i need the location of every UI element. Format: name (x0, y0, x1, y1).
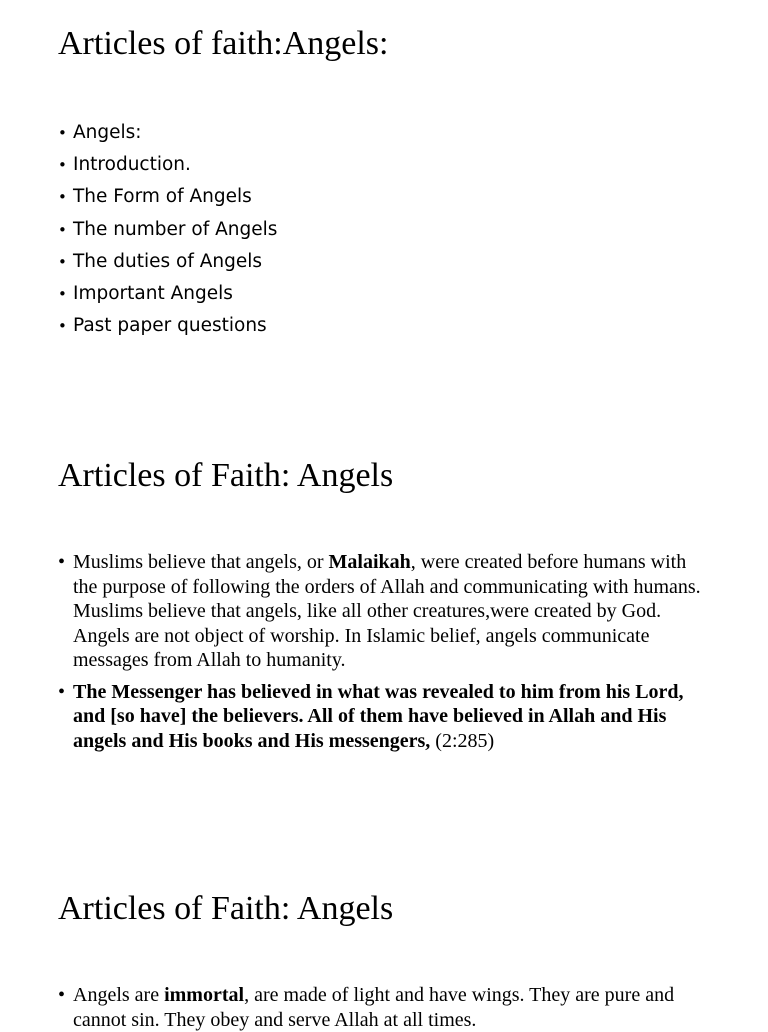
contents-item-angels: • Angels: (58, 117, 738, 149)
contents-item-introduction: • Introduction. (58, 149, 738, 181)
contents-item-important-angels: • Important Angels (58, 278, 738, 310)
immortal-text-after: , are made of light and have wings. They are pure and cannot sin. They obey and serve Allah at all times. (73, 984, 675, 1031)
slide-3-bullets (58, 983, 708, 1032)
slide-1-title: Articles of faith:Angels: (58, 25, 389, 62)
slide-2-bullets (58, 550, 708, 753)
malaikah-text-after: , were created before humans with the purpose of following the orders of Allah and communicating with humans. Muslims believe that angels, like all other creatures,were created by God. Angels are not object of worship. In Islamic belief, angels communicate messages from Allah to humanity. (73, 551, 701, 671)
contents-item-number-of-angels: • The number of Angels (58, 214, 738, 246)
contents-item-duties-of-angels: • The duties of Angels (58, 246, 738, 278)
contents-item-form-of-angels: • The Form of Angels (58, 181, 738, 213)
slide-2-title: Articles of Faith: Angels (58, 457, 394, 494)
immortal-text-before: Angels are (73, 984, 165, 1006)
immortal-paragraph (58, 983, 708, 1032)
malaikah-term: Malaikah (328, 551, 411, 573)
malaikah-text-before: Muslims believe that angels, or (73, 551, 329, 573)
contents-item-past-paper-questions: • Past paper questions (58, 310, 738, 342)
quran-verse-paragraph (58, 680, 708, 754)
quran-verse-reference: (2:285) (430, 729, 495, 752)
slide-3-title: Articles of Faith: Angels (58, 890, 394, 927)
quran-verse-text: The Messenger has believed in what was revealed to him from his Lord, and [so have] the believers. All of them have believed in Allah and His angels and His books and His messengers, (73, 680, 684, 752)
contents-list (58, 117, 738, 342)
immortal-term: immortal (164, 984, 245, 1006)
malaikah-paragraph (58, 550, 708, 673)
